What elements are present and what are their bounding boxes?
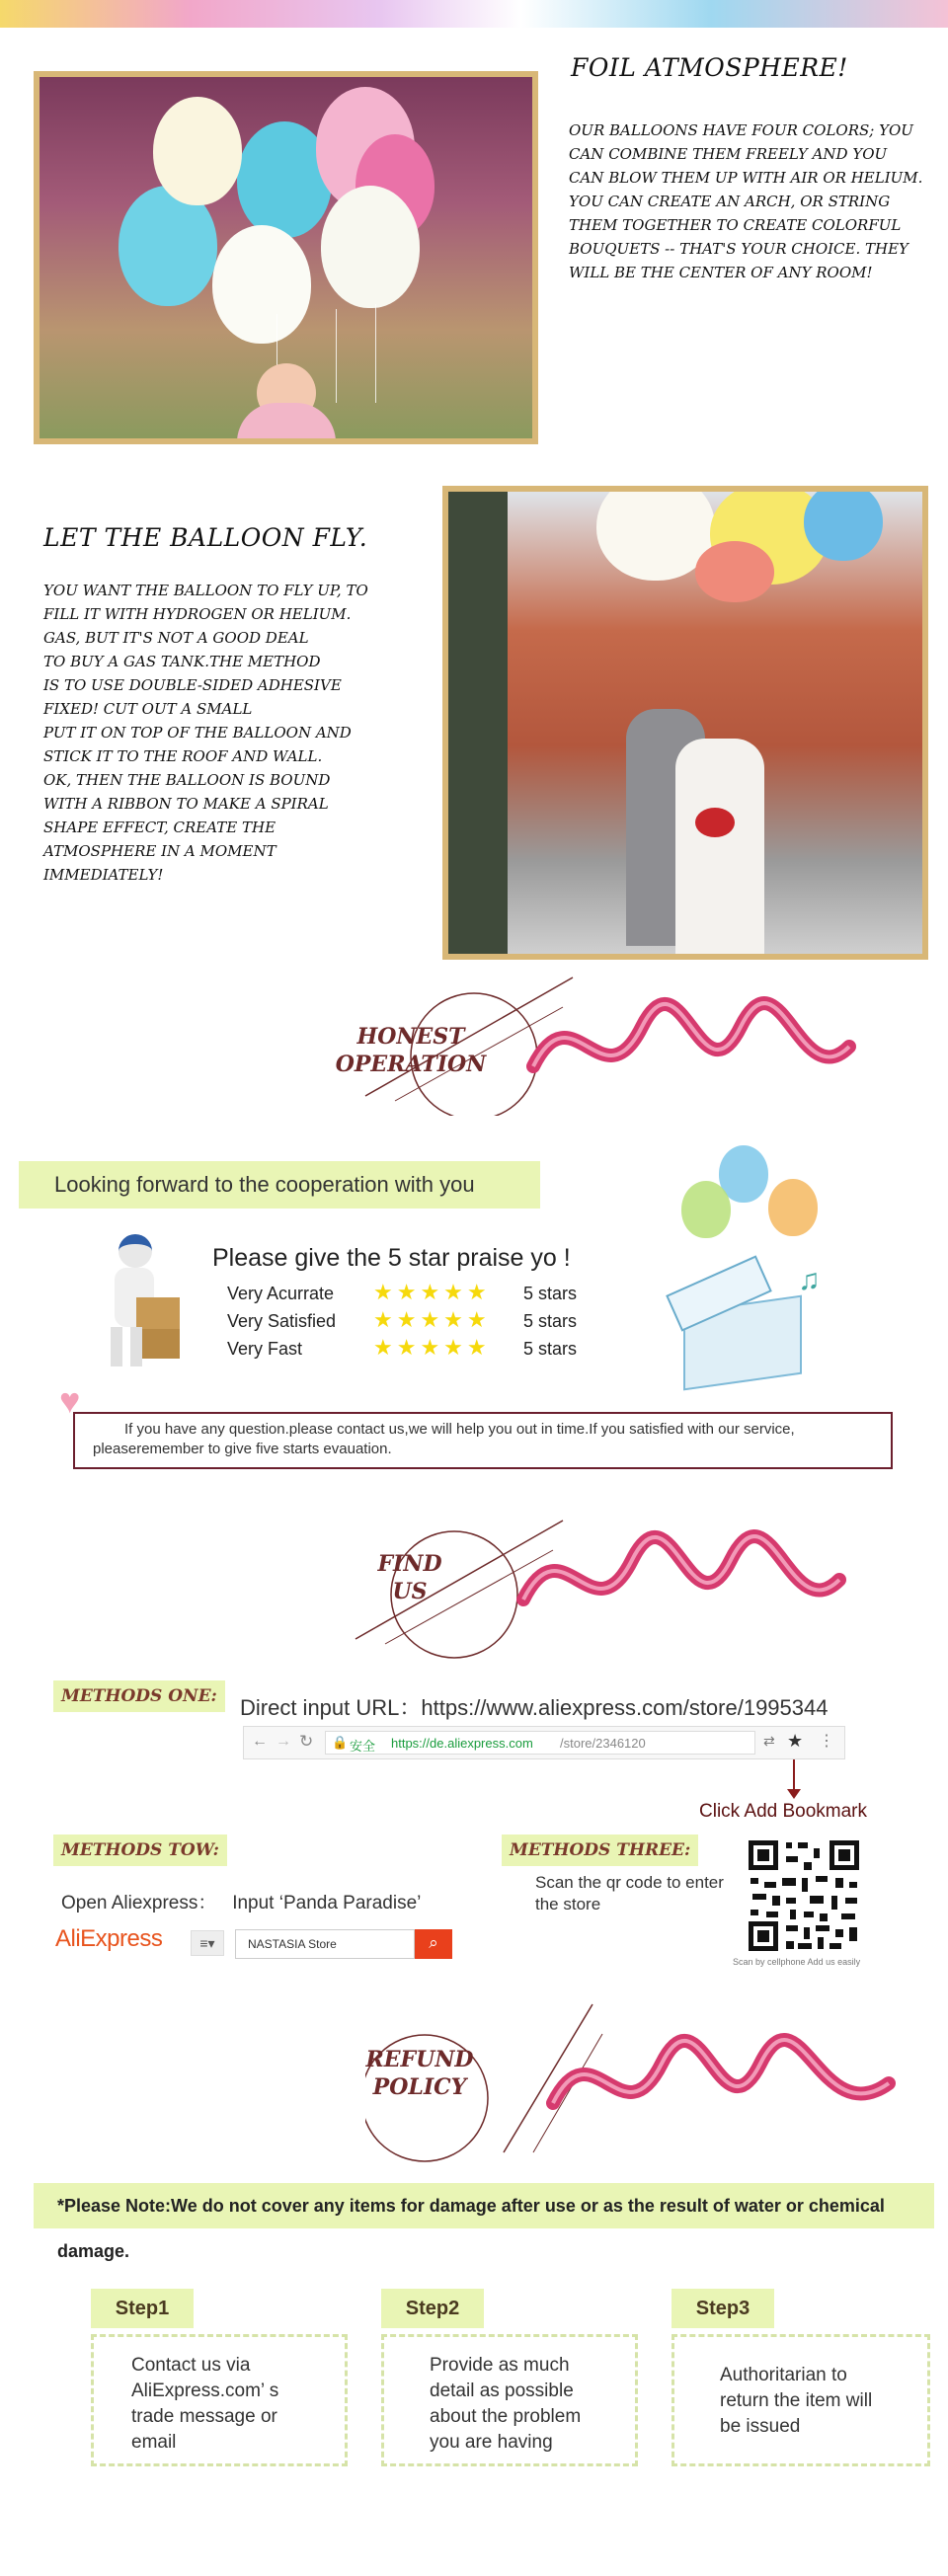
refresh-icon[interactable]: ↻ xyxy=(299,1732,314,1751)
bookmark-star-icon[interactable]: ★ xyxy=(787,1731,804,1751)
five-star-icons: ★★★★★ xyxy=(373,1307,491,1332)
damage-note: *Please Note:We do not cover any items for damage after use or as the result of water or chemical damage. xyxy=(34,2183,934,2228)
step2-box: Provide as much detail as possible about the problem you are having xyxy=(381,2334,638,2466)
rating-row: Very Acurrate ★★★★★ 5 stars xyxy=(227,1280,578,1304)
find-us-title: FIND US xyxy=(377,1551,442,1604)
translate-icon[interactable]: ⇄ xyxy=(763,1733,775,1749)
foil-title: FOIL ATMOSPHERE! xyxy=(571,53,848,82)
delivery-man-icon xyxy=(97,1234,186,1372)
category-menu-icon[interactable]: ≡▾ xyxy=(191,1930,224,1956)
browser-address-bar xyxy=(243,1726,845,1759)
url-host: https://de.aliexpress.com xyxy=(391,1736,533,1751)
step2-tab: Step2 xyxy=(381,2289,484,2328)
menu-dots-icon[interactable]: ⋮ xyxy=(819,1733,834,1750)
five-star-icons: ★★★★★ xyxy=(373,1335,491,1360)
top-banner-image xyxy=(0,0,948,28)
balloon-girl-photo xyxy=(34,71,538,444)
heart-icon: ♥ xyxy=(59,1380,81,1421)
honest-operation-title: HONEST OPERATION xyxy=(335,1024,487,1077)
cooperation-banner: Looking forward to the cooperation with you xyxy=(19,1161,540,1209)
refund-policy-title: REFUND POLICY xyxy=(365,2047,474,2100)
gift-box-balloons-icon: ♫ xyxy=(660,1145,847,1392)
url-input[interactable] xyxy=(325,1731,755,1755)
rating-list xyxy=(227,1282,622,1365)
search-icon: ⌕ xyxy=(429,1933,438,1952)
step1-box: Contact us via AliExpress.com’ s trade message or email xyxy=(91,2334,348,2466)
back-arrow-icon[interactable]: ← xyxy=(252,1733,268,1750)
step3-tab: Step3 xyxy=(672,2289,774,2328)
click-add-bookmark-text: Click Add Bookmark xyxy=(699,1801,868,1822)
wedding-couple-photo xyxy=(442,486,928,960)
praise-title: Please give the 5 star praise yo ! xyxy=(212,1244,571,1272)
rating-row: Very Satisfied ★★★★★ 5 stars xyxy=(227,1307,578,1332)
contact-notice: If you have any question.please contact us,we will help you out in time.If you satisfied with our service, pleaseremember to give five starts evauation. xyxy=(73,1412,893,1469)
rating-row: Very Fast ★★★★★ 5 stars xyxy=(227,1335,578,1360)
lock-icon: 🔒 xyxy=(332,1735,349,1750)
arrow-down-icon xyxy=(787,1789,801,1799)
forward-arrow-icon[interactable]: → xyxy=(276,1733,291,1750)
step3-box: Authoritarian to return the item will be issued xyxy=(672,2334,930,2466)
method-one-label: METHODS ONE: xyxy=(53,1680,225,1712)
aliexpress-logo: AliExpress xyxy=(55,1925,163,1952)
step1-tab: Step1 xyxy=(91,2289,194,2328)
fly-title: LET THE BALLOON FLY. xyxy=(43,523,368,552)
method-three-label: METHODS THREE: xyxy=(502,1834,698,1866)
method-two-label: METHODS TOW: xyxy=(53,1834,227,1866)
qr-caption: Scan by cellphone Add us easily xyxy=(733,1957,861,1967)
search-button[interactable] xyxy=(415,1929,452,1959)
store-url-text: Direct input URL：https://www.aliexpress.com/store/1995344 xyxy=(240,1695,829,1720)
store-search-input[interactable]: NASTASIA Store xyxy=(235,1929,415,1959)
url-path: /store/2346120 xyxy=(560,1736,646,1751)
five-star-icons: ★★★★★ xyxy=(373,1280,491,1304)
method-three-text: Scan the qr code to enter the store xyxy=(535,1873,724,1913)
method-two-text: Open Aliexpress： Input ‘Panda Paradise’ xyxy=(61,1893,422,1913)
secure-label: 安全 xyxy=(350,1739,376,1754)
fly-description: YOU WANT THE BALLOON TO FLY UP, TO FILL IT WITH HYDROGEN OR HELIUM. GAS, BUT IT'S NOT A GOOD DEAL TO BUY A GAS TANK.THE METHOD IS TO USE DOUBLE-SIDED ADHESIVE FIXED! CUT OUT A SMALL PUT IT ON TOP OF THE BALLOON AND STICK IT TO THE ROOF AND WALL. OK, THEN THE BALLOON IS BOUND WITH A RIBBON TO MAKE A SPIRAL SHAPE EFFECT, CREATE THE ATMOSPHERE IN A MOMENT IMMEDIATELY! xyxy=(43,582,368,884)
store-qr-code xyxy=(747,1838,861,1953)
foil-description: OUR BALLOONS HAVE FOUR COLORS; YOU CAN COMBINE THEM FREELY AND YOU CAN BLOW THEM UP WITH AIR OR HELIUM. YOU CAN CREATE AN ARCH, OR STRING THEM TOGETHER TO CREATE COLORFUL BOUQUETS -- THAT'S YOUR CHOICE. THEY WILL BE THE CENTER OF ANY ROOM! xyxy=(569,121,923,281)
